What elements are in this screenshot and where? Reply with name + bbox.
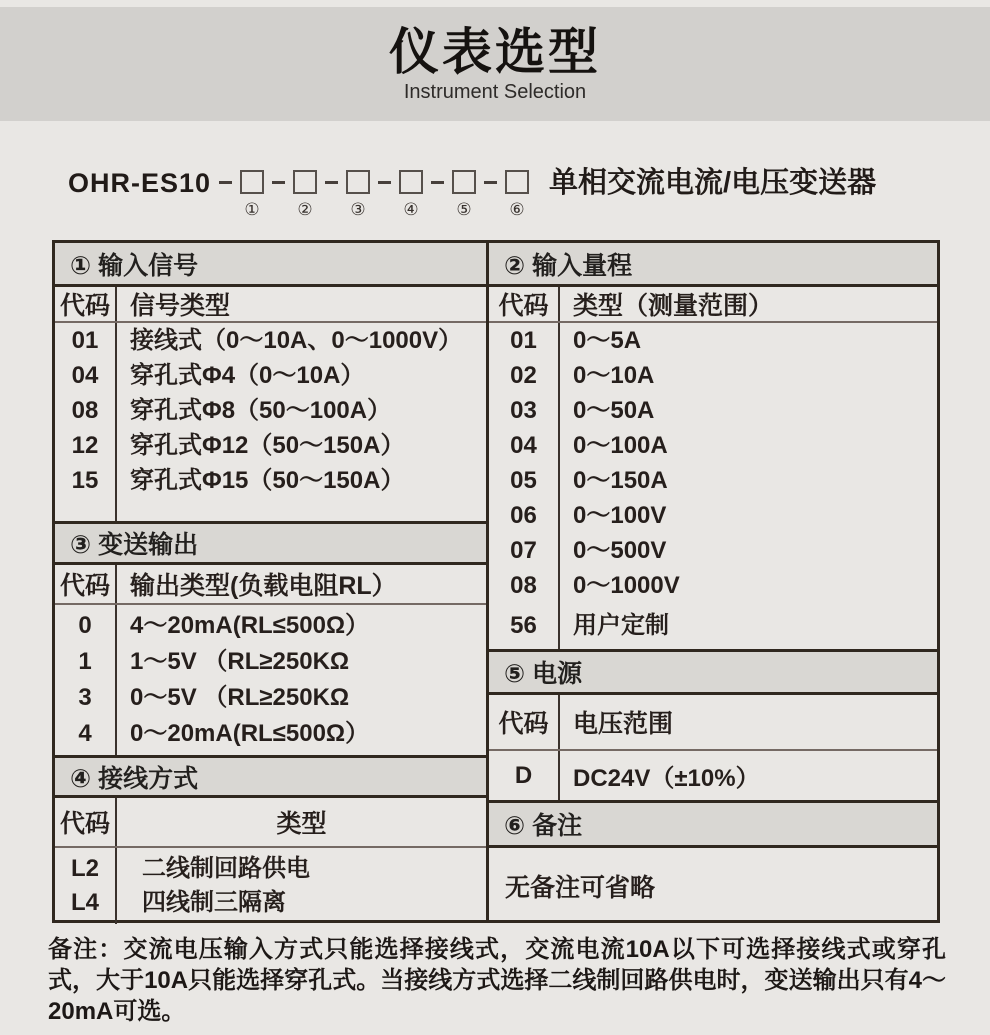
code-header-cell: 代码 [489,695,560,749]
model-slot-5 [452,168,476,219]
code-header-cell: 代码 [489,287,560,321]
code-cell: 1 [78,648,92,675]
type-cell: 穿孔式Φ15（50～150A） [130,467,405,494]
code-cell: L2 [70,855,99,882]
code-cell: 3 [78,684,92,711]
column-header-output [55,565,486,605]
code-column [55,605,117,755]
code-cell: 08 [71,397,99,424]
column-header-power [489,695,937,751]
code-column [489,323,560,649]
model-slot-6 [505,168,529,219]
code-column [55,848,117,924]
code-cell: 01 [71,327,99,354]
type-header-cell: 信号类型 [130,292,231,320]
model-code-box-3 [346,170,370,194]
type-cell: 0～5V （RL≥250KΩ [130,684,350,711]
code-cell: L4 [70,889,99,916]
dash-separator [378,181,391,184]
input-range-rows [489,323,937,649]
model-code-box-2 [293,170,317,194]
model-code-box-5 [452,170,476,194]
code-cell: 08 [510,572,537,599]
code-cell: 4 [78,720,92,747]
type-cell: 0～20mA(RL≤500Ω） [130,720,370,747]
type-cell: 0～100A [573,432,668,459]
type-column [117,323,486,521]
type-cell: 二线制回路供电 [142,855,310,882]
code-cell: 02 [510,362,537,389]
type-cell: 0～500V [573,537,667,564]
type-cell: 穿孔式Φ4（0～10A） [130,362,365,389]
table-column-left [55,243,489,920]
code-cell: 04 [510,432,537,459]
section-header-output: ③ 变送输出 [55,521,486,565]
type-cell: 穿孔式Φ12（50～150A） [130,432,405,459]
slot-number-5: ⑤ [456,200,472,219]
type-header-cell: 电压范围 [573,710,674,738]
type-cell: 接线式（0～10A、0～1000V） [130,327,463,354]
code-header-cell: 代码 [55,565,117,603]
model-slot-2 [293,168,317,219]
code-cell: D [489,751,560,800]
code-cell: 04 [71,362,99,389]
type-header-cell: 类型（测量范围） [573,292,774,320]
type-cell: 0～10A [573,362,655,389]
table-column-right [489,243,937,920]
type-cell: 0～100V [573,502,667,529]
section-header-input-range: ② 输入量程 [489,243,937,287]
dash-separator [272,181,285,184]
dash-separator [431,181,444,184]
model-slot-3 [346,168,370,219]
dash-separator [484,181,497,184]
type-cell: 穿孔式Φ8（50～100A） [130,397,392,424]
footnote: 备注：交流电压输入方式只能选择接线式，交流电流10A以下可选择接线式或穿孔式，大于10A只能选择穿孔式。当接线方式选择二线制回路供电时，变送输出只有4～20mA可选。 [48,936,946,1025]
type-column [117,608,486,755]
type-column [560,323,937,649]
section-header-remark: ⑥ 备注 [489,800,937,848]
type-cell: 0～50A [573,397,655,424]
section-header-input-signal: ① 输入信号 [55,243,486,287]
code-cell: 06 [510,502,537,529]
code-cell: 12 [71,432,99,459]
output-rows [55,605,486,755]
wiring-rows [55,848,486,924]
dash-separator [219,181,232,184]
section-header-wiring: ④ 接线方式 [55,755,486,798]
column-header-input-signal [55,287,486,323]
code-header-cell: 代码 [55,287,117,321]
power-row [489,751,937,800]
type-cell: 0～5A [573,327,642,354]
slot-number-3: ③ [350,200,366,219]
remark-cell: 无备注可省略 [505,874,656,902]
type-column [117,848,486,924]
dash-separator [325,181,338,184]
input-signal-rows [55,323,486,521]
model-slot-1 [240,168,264,219]
type-cell: DC24V（±10%） [573,765,760,792]
section-header-power: ⑤ 电源 [489,649,937,695]
slot-number-2: ② [297,200,313,219]
type-cell: 0～150A [573,467,668,494]
type-cell: 用户定制 [573,612,669,639]
model-prefix: OHR-ES10 [68,168,212,198]
code-cell: 05 [510,467,537,494]
column-header-input-range [489,287,937,323]
title-band [0,7,990,121]
page-title: 仪表选型 [389,24,601,80]
model-code-line [68,168,876,219]
page-subtitle: Instrument Selection [403,81,587,103]
code-cell: 56 [510,612,537,639]
type-cell: 0～1000V [573,572,680,599]
model-code-box-6 [505,170,529,194]
type-cell: 1～5V （RL≥250KΩ [130,648,350,675]
model-code-box-4 [399,170,423,194]
selection-table [52,240,940,923]
model-code-box-1 [240,170,264,194]
column-header-wiring [55,798,486,848]
model-description: 单相交流电流/电压变送器 [549,167,877,199]
type-cell: 4～20mA(RL≤500Ω） [130,612,370,639]
code-cell: 01 [510,327,537,354]
code-cell: 0 [78,612,92,639]
code-column [55,323,117,521]
code-cell: 15 [71,467,99,494]
type-header-cell: 输出类型(负载电阻RL） [130,572,397,600]
slot-number-6: ⑥ [509,200,525,219]
code-cell: 07 [510,537,537,564]
code-header-cell: 代码 [55,798,117,846]
code-cell: 03 [510,397,537,424]
type-cell: 四线制三隔离 [142,889,286,916]
slot-number-1: ① [244,200,260,219]
slot-number-4: ④ [403,200,419,219]
type-header-cell: 类型 [276,810,327,838]
model-slot-4 [399,168,423,219]
